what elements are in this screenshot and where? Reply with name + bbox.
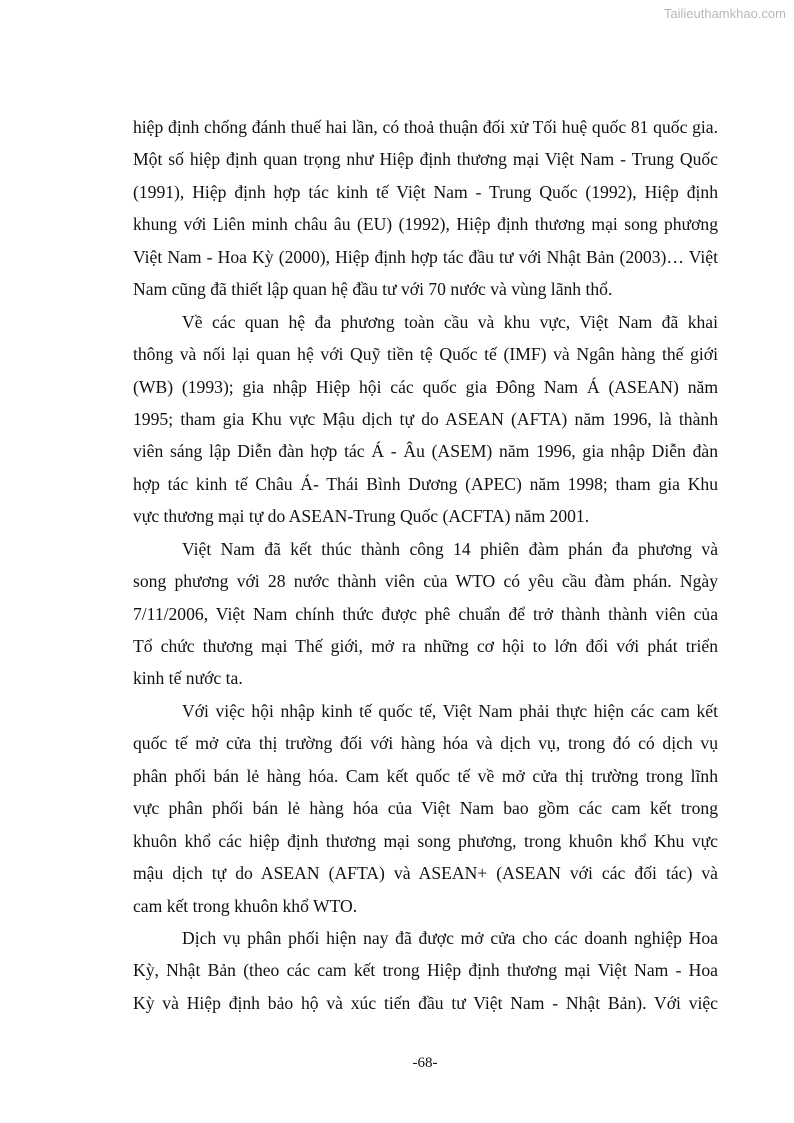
paragraph bbox=[133, 111, 718, 306]
text-line: Dịch vụ phân phối hiện nay đã được mở cửa cho các doanh nghiệp Hoa bbox=[182, 927, 718, 948]
text-line: Việt Nam đã kết thúc thành công 14 phiên đàm phán đa phương và bbox=[182, 538, 718, 559]
text-line: Việt Nam - Hoa Kỳ (2000), Hiệp định hợp tác đầu tư với Nhật Bản (2003)… Việt bbox=[133, 246, 718, 267]
text-line: (1991), Hiệp định hợp tác kinh tế Việt Nam - Trung Quốc (1992), Hiệp định bbox=[133, 181, 718, 202]
text-line: hiệp định chống đánh thuế hai lần, có thoả thuận đối xử Tối huệ quốc 81 quốc gia. bbox=[133, 117, 718, 137]
text-line: vực thương mại tự do ASEAN-Trung Quốc (ACFTA) năm 2001. bbox=[133, 506, 590, 527]
watermark: Tailieuthamkhao.com bbox=[663, 6, 786, 21]
paragraph bbox=[133, 306, 718, 533]
paragraph bbox=[133, 922, 718, 1019]
text-line: viên sáng lập Diễn đàn hợp tác Á - Âu (ASEM) năm 1996, gia nhập Diễn đàn bbox=[133, 441, 718, 462]
text-line: cam kết trong khuôn khổ WTO. bbox=[133, 895, 358, 916]
text-line: (WB) (1993); gia nhập Hiệp hội các quốc gia Đông Nam Á (ASEAN) năm bbox=[133, 376, 718, 397]
text-line: Tổ chức thương mại Thế giới, mở ra những cơ hội to lớn đối với phát triển bbox=[133, 636, 718, 656]
paragraph bbox=[133, 695, 718, 922]
text-line: Kỳ và Hiệp định bảo hộ và xúc tiến đầu tư Việt Nam - Nhật Bản). Với việc bbox=[133, 992, 718, 1013]
text-line: Với việc hội nhập kinh tế quốc tế, Việt Nam phải thực hiện các cam kết bbox=[182, 700, 718, 721]
text-line: 7/11/2006, Việt Nam chính thức được phê chuẩn để trở thành thành viên của bbox=[133, 603, 718, 624]
document-body bbox=[133, 111, 718, 1019]
paragraph bbox=[133, 533, 718, 695]
text-line: thông và nối lại quan hệ với Quỹ tiền tệ Quốc tế (IMF) và Ngân hàng thế giới bbox=[133, 344, 718, 365]
text-line: vực phân phối bán lẻ hàng hóa của Việt Nam bao gồm các cam kết trong bbox=[133, 798, 718, 819]
text-line: khung với Liên minh châu âu (EU) (1992), Hiệp định thương mại song phương bbox=[133, 214, 718, 235]
text-line: phân phối bán lẻ hàng hóa. Cam kết quốc tế về mở cửa thị trường trong lĩnh bbox=[133, 765, 718, 786]
text-line: Nam cũng đã thiết lập quan hệ đầu tư với 70 nước và vùng lãnh thổ. bbox=[133, 279, 613, 300]
text-line: quốc tế mở cửa thị trường đối với hàng hóa và dịch vụ, trong đó có dịch vụ bbox=[133, 733, 718, 754]
text-line: Về các quan hệ đa phương toàn cầu và khu vực, Việt Nam đã khai bbox=[182, 311, 718, 332]
text-line: mậu dịch tự do ASEAN (AFTA) và ASEAN+ (ASEAN với các đối tác) và bbox=[133, 863, 718, 884]
text-line: Kỳ, Nhật Bản (theo các cam kết trong Hiệp định thương mại Việt Nam - Hoa bbox=[133, 960, 718, 981]
text-line: khuôn khổ các hiệp định thương mại song phương, trong khuôn khổ Khu vực bbox=[133, 830, 718, 851]
page-number: -68- bbox=[412, 1055, 438, 1071]
text-line: 1995; tham gia Khu vực Mậu dịch tự do ASEAN (AFTA) năm 1996, là thành bbox=[133, 408, 718, 429]
text-line: kinh tế nước ta. bbox=[133, 668, 243, 689]
text-line: Một số hiệp định quan trọng như Hiệp định thương mại Việt Nam - Trung Quốc bbox=[133, 149, 718, 170]
text-line: song phương với 28 nước thành viên của WTO có yêu cầu đàm phán. Ngày bbox=[133, 571, 718, 592]
text-line: hợp tác kinh tế Châu Á- Thái Bình Dương (APEC) năm 1998; tham gia Khu bbox=[133, 473, 718, 494]
